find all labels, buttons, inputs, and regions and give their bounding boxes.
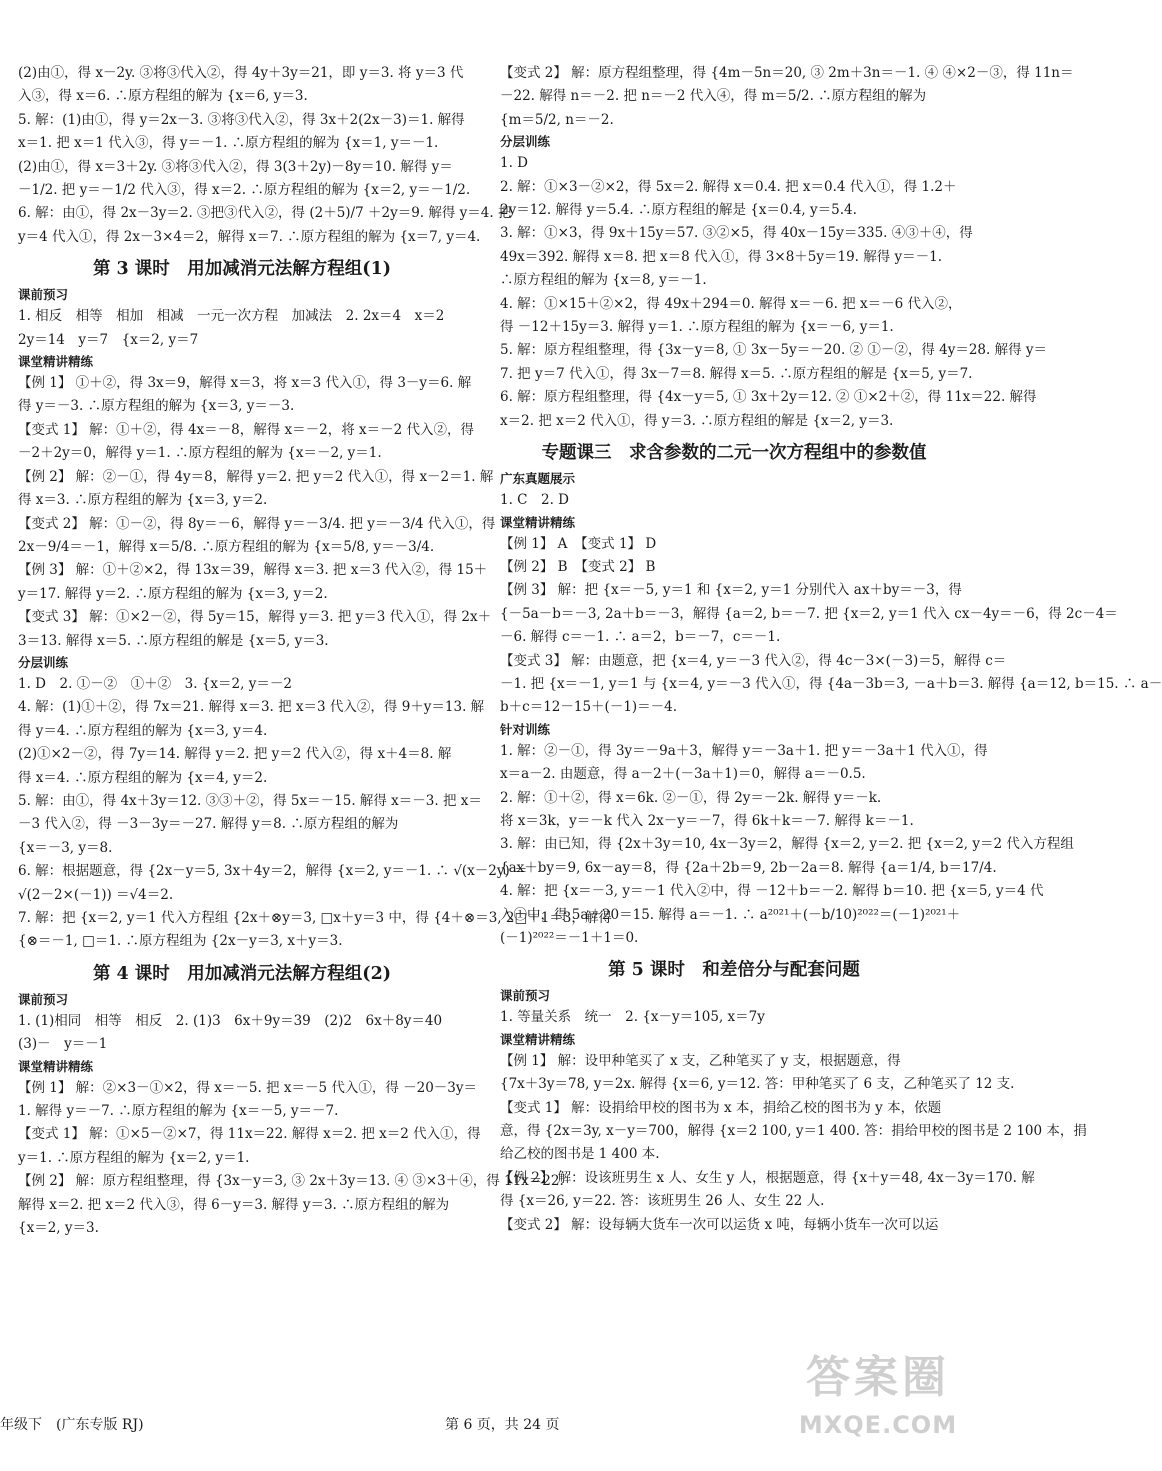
answer-line: 【例 3】 解：把 {x＝－5, y＝1 和 {x＝2, y＝1 分别代入 ax＋by＝－3，得 [500,582,962,599]
answer-line: √(2－2×(－1)) ＝√4＝2. [18,886,174,903]
answer-line: 4. 解：①×15＋②×2，得 49x＋294＝0. 解得 x＝－6. 把 x＝－6 代入②， [500,295,962,312]
subsection-label: 分层训练 [500,134,551,150]
answer-line: 得 y＝4. ∴原方程组的解为 {x＝3, y＝4. [18,722,268,739]
watermark-logo-text: 答案圈 [806,1352,950,1403]
answer-line: 1. 相反 相等 相加 相减 一元一次方程 加减法 2. 2x＝4 x＝2 [18,308,445,325]
answer-line: 【变式 3】 解：①×2－②，得 5y＝15，解得 y＝3. 把 y＝3 代入①，得 2x＋ [18,609,492,626]
answer-line: y＝17. 解得 y＝2. ∴原方程组的解为 {x＝3, y＝2. [18,585,328,602]
answer-line: 得 x＝3. ∴原方程组的解为 {x＝3, y＝2. [18,492,268,509]
answer-line: 5. 解：由①，得 4x＋3y＝12. ③③＋②，得 5x＝－15. 解得 x＝－3. 把 x＝ [18,792,482,809]
answer-line: 【例 1】 A 【变式 1】 D [500,535,657,552]
answer-line: 1. D [500,155,528,172]
answer-line: 1. C 2. D [500,492,569,509]
right-column [500,62,1162,1237]
answer-line: 【变式 2】 解：设每辆大货车一次可以运货 x 吨，每辆小货车一次可以运 [500,1216,939,1233]
answer-line: b＋c＝12－15＋(－1)＝－4. [500,699,678,716]
answer-line: y＝1. ∴原方程组的解为 {x＝2, y＝1. [18,1149,250,1166]
answer-line: 【变式 2】 解：原方程组整理，得 {4m－5n＝20, ③ 2m＋3n＝－1. ④ ④×2－③，得 11n＝ [500,65,1074,81]
subsection-label: 课前预习 [18,287,69,303]
answer-line: 【变式 1】 解：设捐给甲校的图书为 x 本，捐给乙校的图书为 y 本，依题 [500,1099,942,1116]
subsection-label: 课堂精讲精练 [18,1058,94,1074]
answer-line: 3. 解：①×3，得 9x＋15y＝57. ③②×5，得 40x－15y＝335. ④③＋④，得 [500,225,973,242]
answer-line: 2. 解：①＋②，得 x＝6k. ②－①，得 2y＝－2k. 解得 y＝－k. [500,789,882,806]
answer-line: {x＝2, y＝3. [18,1220,99,1237]
subsection-label: 课前预习 [18,991,69,1007]
answer-line: 2y＝14 y＝7 {x＝2, y＝7 [18,331,199,348]
answer-line: 给乙校的图书是 1 400 本. [500,1146,660,1163]
answer-line: x＝2. 把 x＝2 代入①，得 y＝3. ∴原方程组的解是 {x＝2, y＝3. [500,412,894,429]
answer-line: －6. 解得 c＝－1. ∴ a＝2，b＝－7，c＝－1. [500,629,781,646]
answer-line: {7x＋3y＝78, y＝2x. 解得 {x＝6, y＝12. 答：甲种笔买了 6 支，乙种笔买了 12 支. [500,1076,1015,1093]
answer-line: 1. 等量关系 统一 2. {x－y＝105, x＝7y [500,1009,765,1026]
answer-line: 6. 解：由①，得 2x－3y＝2. ③把③代入②，得 (2＋5)/7 ＋2y＝9. 解得 y＝4. 把 [18,205,512,222]
answer-line: 【变式 2】 解：①－②，得 8y＝－6，解得 y＝－3/4. 把 y＝－3/4 代入①，得 [18,515,496,532]
answer-line: 意，得 {2x＝3y, x－y＝700，解得 {x＝2 100, y＝1 400. 答：捐给甲校的图书是 2 100 本，捐 [500,1123,1087,1140]
answer-line: 5. 解：原方程组整理，得 {3x－y＝8, ① 3x－5y＝－20. ② ①－②，得 4y＝28. 解得 y＝ [500,342,1047,359]
answer-line: x＝a－2. 由题意，得 a－2＋(－3a＋1)＝0，解得 a＝－0.5. [500,766,866,783]
answer-line: －1/2. 把 y＝－1/2 代入③，得 x＝2. ∴原方程组的解为 {x＝2, y＝－1/2. [18,182,471,199]
answer-line: 1. D 2. ①－② ①＋② 3. {x＝2, y＝－2 [18,675,292,692]
answer-line: (2)由①，得 x－2y. ③将③代入②，得 4y＋3y＝21，即 y＝3. 将 y＝3 代 [18,65,464,81]
answer-line: 将 x＝3k，y＝－k 代入 2x－y＝－7，得 6k＋k＝－7. 解得 k＝－1. [500,812,914,829]
answer-line: 1. 解：②－①，得 3y＝－9a＋3，解得 y＝－3a＋1. 把 y＝－3a＋1 代入①，得 [500,742,988,759]
answer-line: 2. 解：①×3－②×2，得 5x＝2. 解得 x＝0.4. 把 x＝0.4 代入①，得 1.2＋ [500,178,957,195]
answer-line: －1. 把 {x＝－1, y＝1 与 {x＝4, y＝－3 代入①，得 {4a－3b＝3, －a＋b＝3. 解得 {a＝12, b＝15. ∴ a－ [500,675,1162,692]
answer-line: 7. 解：把 {x＝2, y＝1 代入方程组 {2x＋⊗y＝3, □x＋y＝3 中，得 {4＋⊗＝3, 2□＋1＝3，解得 [18,910,612,926]
subsection-label: 分层训练 [18,654,69,670]
answer-line: 2y＝12. 解得 y＝5.4. ∴原方程组的解是 {x＝0.4, y＝5.4. [500,202,857,219]
answer-line: 3. 解：由已知，得 {2x＋3y＝10, 4x－3y＝2，解得 {x＝2, y＝2. 把 {x＝2, y＝2 代入方程组 [500,836,1074,853]
answer-line: 49x＝392. 解得 x＝8. 把 x＝8 代入①，得 3×8＋5y＝19. 解得 y＝－1. [500,248,943,265]
answer-line: (－1)²⁰²²＝－1＋1＝0. [500,930,639,946]
answer-line: 【例 1】 ①＋②，得 3x＝9，解得 x＝3，将 x＝3 代入①，得 3－y＝6. 解 [18,375,472,392]
answer-line: ∴原方程组的解为 {x＝8, y＝－1. [500,272,707,289]
answer-line: 【例 3】 解：①＋②×2，得 13x＝39，解得 x＝3. 把 x＝3 代入②，得 15＋ [18,562,488,579]
answer-line: －2＋2y＝0，解得 y＝1. ∴原方程组的解为 {x＝－2, y＝1. [18,445,382,462]
answer-line: 6. 解：根据题意，得 {2x－y＝5, 3x＋4y＝2，解得 {x＝2, y＝－1. ∴ √(x－2y) ＝ [18,863,528,880]
answer-line: {－5a－b＝－3, 2a＋b＝－3，解得 {a＝2, b＝－7. 把 {x＝2, y＝1 代入 cx－4y＝－6，得 2c－4＝ [500,605,1118,622]
answer-line: 【变式 1】 解：①＋②，得 4x＝－8，解得 x＝－2，将 x＝－2 代入②，得 [18,421,475,438]
answer-line: 5. 解：(1)由①，得 y＝2x－3. ③将③代入②，得 3x＋2(2x－3)＝1. 解得 [18,111,465,128]
answer-line: 【变式 1】 解：①×5－②×7，得 11x＝22. 解得 x＝2. 把 x＝2 代入①，得 [18,1126,481,1143]
section-heading: 第 4 课时 用加减消元法解方程组(2) [92,963,392,984]
answer-line: 1. (1)相同 相等 相反 2. (1)3 6x＋9y＝39 (2)2 6x＋8y＝40 [18,1012,443,1029]
answer-line: 解得 x＝2. 把 x＝2 代入③，得 6－y＝3. 解得 y＝3. ∴原方程组的解为 [18,1196,450,1213]
section-heading: 专题课三 求含参数的二元一次方程组中的参数值 [541,443,927,464]
answer-line: 【例 2】 B 【变式 2】 B [500,558,656,575]
answer-line: (2)①×2－②，得 7y＝14. 解得 y＝2. 把 y＝2 代入②，得 x＋4＝8. 解 [18,746,452,763]
section-heading: 第 3 课时 用加减消元法解方程组(1) [92,259,392,280]
answer-line: 【例 1】 解：设甲种笔买了 x 支，乙种笔买了 y 支，根据题意，得 [500,1052,901,1069]
answer-line: (2)由①，得 x＝3＋2y. ③将③代入②，得 3(3＋2y)－8y＝10. 解得 y＝ [18,158,453,175]
answer-line: 【例 2】 解：设该班男生 x 人、女生 y 人，根据题意，得 {x＋y＝48, 4x－3y＝170. 解 [500,1169,1035,1186]
footer-book-label: 年级下 (广东专版 RJ) [0,1417,144,1433]
answer-line: 入③，得 x＝6. ∴原方程组的解为 {x＝6, y＝3. [18,88,308,105]
answer-line: 7. 把 y＝7 代入①，得 3x－7＝8. 解得 x＝5. ∴原方程组的解是 {x＝5, y＝7. [500,365,973,382]
answer-line: 2x－9/4＝－1，解得 x＝5/8. ∴原方程组的解为 {x＝5/8, y＝－3/4. [18,538,435,555]
section-heading: 第 5 课时 和差倍分与配套问题 [608,960,860,981]
answer-line: 得 x＝4. ∴原方程组的解为 {x＝4, y＝2. [18,769,268,786]
answer-line: 得 y＝－3. ∴原方程组的解为 {x＝3, y＝－3. [18,398,295,415]
answer-line: {x＝－3, y＝8. [18,839,113,856]
answer-line: {⊗＝－1, □＝1. ∴原方程组为 {2x－y＝3, x＋y＝3. [18,933,343,950]
answer-line: x＝1. 把 x＝1 代入③，得 y＝－1. ∴原方程组的解为 {x＝1, y＝－1. [18,135,439,152]
answer-line: 6. 解：原方程组整理，得 {4x－y＝5, ① 3x＋2y＝12. ② ①×2＋②，得 11x＝22. 解得 [500,389,1037,406]
answer-line: －3 代入②，得 －3－3y＝－27. 解得 y＝8. ∴原方程组的解为 [18,816,399,833]
answer-line: 【例 2】 解：②－①，得 4y＝8，解得 y＝2. 把 y＝2 代入①，得 x－2＝1. 解 [18,468,494,485]
watermark-logo [778,1345,978,1463]
subsection-label: 针对训练 [500,721,551,737]
answer-line: (3)－ y＝－1 [18,1036,108,1053]
answer-line: 得 {x＝26, y＝22. 答：该班男生 26 人、女生 22 人. [500,1193,825,1210]
answer-line: 【变式 3】 解：由题意，把 {x＝4, y＝－3 代入②，得 4c－3×(－3)＝5，解得 c＝ [500,652,1007,669]
answer-line: 4. 解：(1)①＋②，得 7x＝21. 解得 x＝3. 把 x＝3 代入②，得 9＋y＝13. 解 [18,699,485,716]
subsection-label: 课堂精讲精练 [500,1031,576,1047]
answer-line: 3＝13. 解得 x＝5. ∴原方程组的解是 {x＝5, y＝3. [18,632,329,649]
subsection-label: 广东真题展示 [500,471,576,487]
answer-line: 1. 解得 y＝－7. ∴原方程组的解为 {x＝－5, y＝－7. [18,1103,339,1120]
answer-line: －22. 解得 n＝－2. 把 n＝－2 代入④，得 m＝5/2. ∴原方程组的解为 [500,88,927,105]
answer-line: 4. 解：把 {x＝－3, y＝－1 代入②中，得 －12＋b＝－2. 解得 b＝10. 把 {x＝5, y＝4 代 [500,883,1044,900]
answer-line: 【例 2】 解：原方程组整理，得 {3x－y＝3, ③ 2x＋3y＝13. ④ ③×3＋④，得 11x＝22. [18,1173,564,1190]
answer-line: {m＝5/2, n＝－2. [500,111,614,128]
answer-line: 【例 1】 解：②×3－①×2，得 x＝－5. 把 x＝－5 代入①，得 －20－3y＝ [18,1079,478,1096]
answer-line: y＝4 代入①，得 2x－3×4＝2，解得 x＝7. ∴原方程组的解为 {x＝7, y＝4. [18,228,481,245]
watermark-url: MXQE.COM [798,1411,958,1439]
subsection-label: 课堂精讲精练 [500,514,576,530]
answer-line: {ax＋by＝9, 6x－ay＝8，得 {2a＋2b＝9, 2b－2a＝8. 解得 {a＝1/4, b＝17/4. [500,859,997,876]
subsection-label: 课前预习 [500,988,551,1004]
answer-line: 入①中，得 5a＋20＝15. 解得 a＝－1. ∴ a²⁰²¹＋(－b/10)²⁰²²＝(－1)²⁰²¹＋ [500,906,961,923]
answer-line: 得 －12＋15y＝3. 解得 y＝1. ∴原方程组的解为 {x＝－6, y＝1. [500,319,894,336]
footer-page-number: 第 6 页，共 24 页 [445,1417,560,1433]
subsection-label: 课堂精讲精练 [18,354,94,370]
